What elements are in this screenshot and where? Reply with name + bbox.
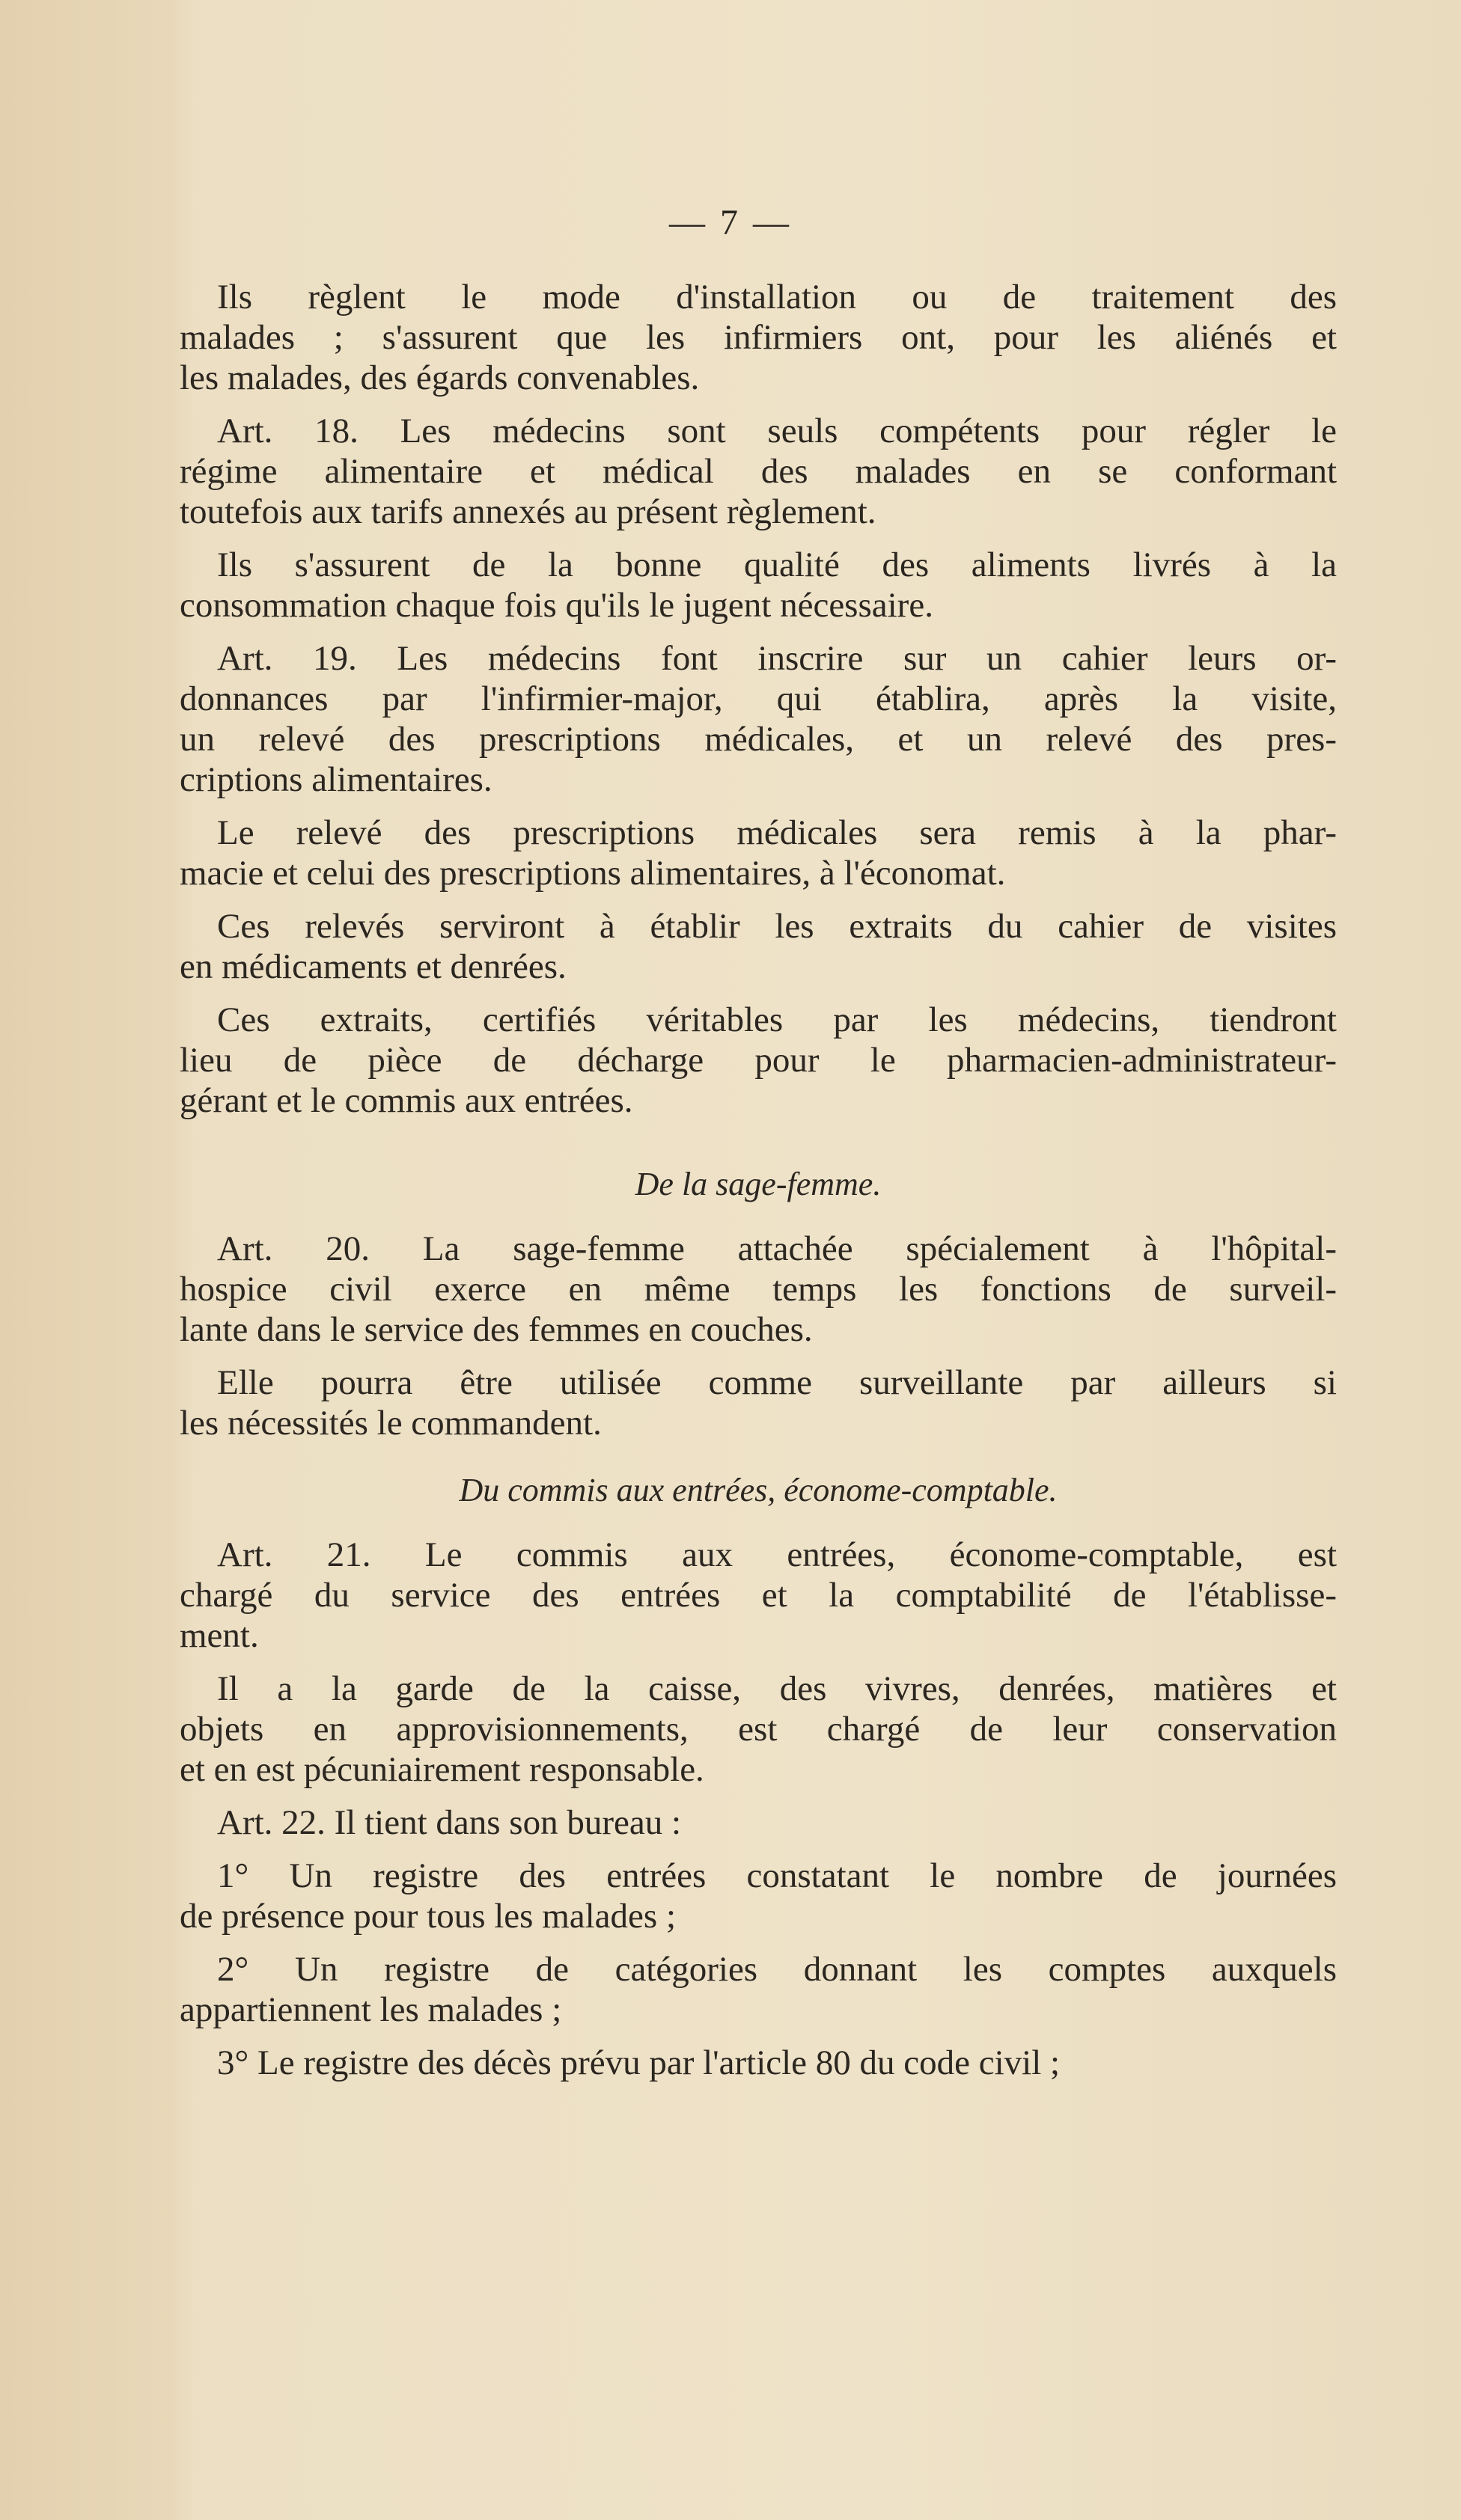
text-line: ment. [180, 1616, 259, 1655]
text-line: appartiennent les malades ; [180, 1990, 562, 2029]
paragraph [180, 411, 1337, 532]
text-line: toutefois aux tarifs annexés au présent règlement. [180, 492, 876, 531]
text-line: lieu de pièce de décharge pour le pharmacien-administrateur- [180, 1041, 1337, 1080]
text-line: un relevé des prescriptions médicales, et un relevé des pres- [180, 720, 1337, 759]
paragraph [180, 813, 1337, 893]
text-line: Il a la garde de la caisse, des vivres, denrées, matières et [217, 1669, 1337, 1708]
section-heading: Du commis aux entrées, économe-comptable. [459, 1472, 1058, 1508]
text-line: objets en approvisionnements, est chargé de leur conservation [180, 1710, 1337, 1749]
text-line: régime alimentaire et médical des malades en se conformant [180, 452, 1337, 491]
paragraph [180, 1535, 1337, 1656]
text-line: Ils s'assurent de la bonne qualité des aliments livrés à la [217, 545, 1337, 584]
text-line: 1° Un registre des entrées constatant le nombre de journées [217, 1856, 1337, 1895]
paragraph [180, 1856, 1337, 1936]
text-line: 2° Un registre de catégories donnant les comptes auxquels [217, 1950, 1337, 1989]
paragraph [180, 1000, 1337, 1121]
paragraph [180, 277, 1337, 398]
paragraph [180, 1802, 1337, 1843]
text-line: Art. 20. La sage-femme attachée spécialement à l'hôpital- [217, 1229, 1337, 1268]
text-line: Ils règlent le mode d'installation ou de traitement des [217, 278, 1337, 316]
text-line: gérant et le commis aux entrées. [180, 1081, 633, 1120]
text-line: chargé du service des entrées et la comptabilité de l'établisse- [180, 1576, 1337, 1615]
paragraph [180, 1669, 1337, 1790]
text-line: Elle pourra être utilisée comme surveillante par ailleurs si [217, 1363, 1337, 1402]
text-line: Ces relevés serviront à établir les extraits du cahier de visites [217, 907, 1337, 946]
text-line: 3° Le registre des décès prévu par l'article 80 du code civil ; [217, 2043, 1061, 2082]
text-line: Art. 18. Les médecins sont seuls compétents pour régler le [217, 412, 1337, 450]
text-line: consommation chaque fois qu'ils le jugent nécessaire. [180, 586, 933, 625]
paragraph [180, 1949, 1337, 2030]
page-number: — 7 — [669, 203, 792, 242]
text-line: Le relevé des prescriptions médicales sera remis à la phar- [217, 813, 1337, 852]
document-body [180, 277, 1337, 2083]
section-heading: De la sage-femme. [635, 1166, 882, 1202]
paragraph [180, 906, 1337, 987]
text-line: les nécessités le commandent. [180, 1404, 602, 1443]
text-line: Art. 19. Les médecins font inscrire sur un cahier leurs or- [217, 639, 1337, 678]
text-line: de présence pour tous les malades ; [180, 1897, 677, 1936]
text-line: Art. 22. Il tient dans son bureau : [217, 1803, 682, 1842]
text-line: malades ; s'assurent que les infirmiers ont, pour les aliénés et [180, 318, 1337, 357]
paragraph [180, 545, 1337, 626]
text-line: lante dans le service des femmes en couches. [180, 1310, 813, 1349]
paragraph [180, 1229, 1337, 1350]
paragraph [180, 2043, 1337, 2083]
text-line: criptions alimentaires. [180, 760, 492, 799]
text-line: et en est pécuniairement responsable. [180, 1750, 704, 1789]
paragraph [180, 1363, 1337, 1443]
text-line: les malades, des égards convenables. [180, 358, 700, 397]
text-line: Art. 21. Le commis aux entrées, économe-comptable, est [217, 1535, 1337, 1574]
paragraph [180, 638, 1337, 800]
text-line: hospice civil exerce en même temps les fonctions de surveil- [180, 1270, 1337, 1309]
text-line: Ces extraits, certifiés véritables par les médecins, tiendront [217, 1000, 1337, 1039]
text-line: donnances par l'infirmier-major, qui établira, après la visite, [180, 679, 1337, 718]
text-line: macie et celui des prescriptions alimentaires, à l'économat. [180, 854, 1006, 893]
text-line: en médicaments et denrées. [180, 947, 567, 986]
